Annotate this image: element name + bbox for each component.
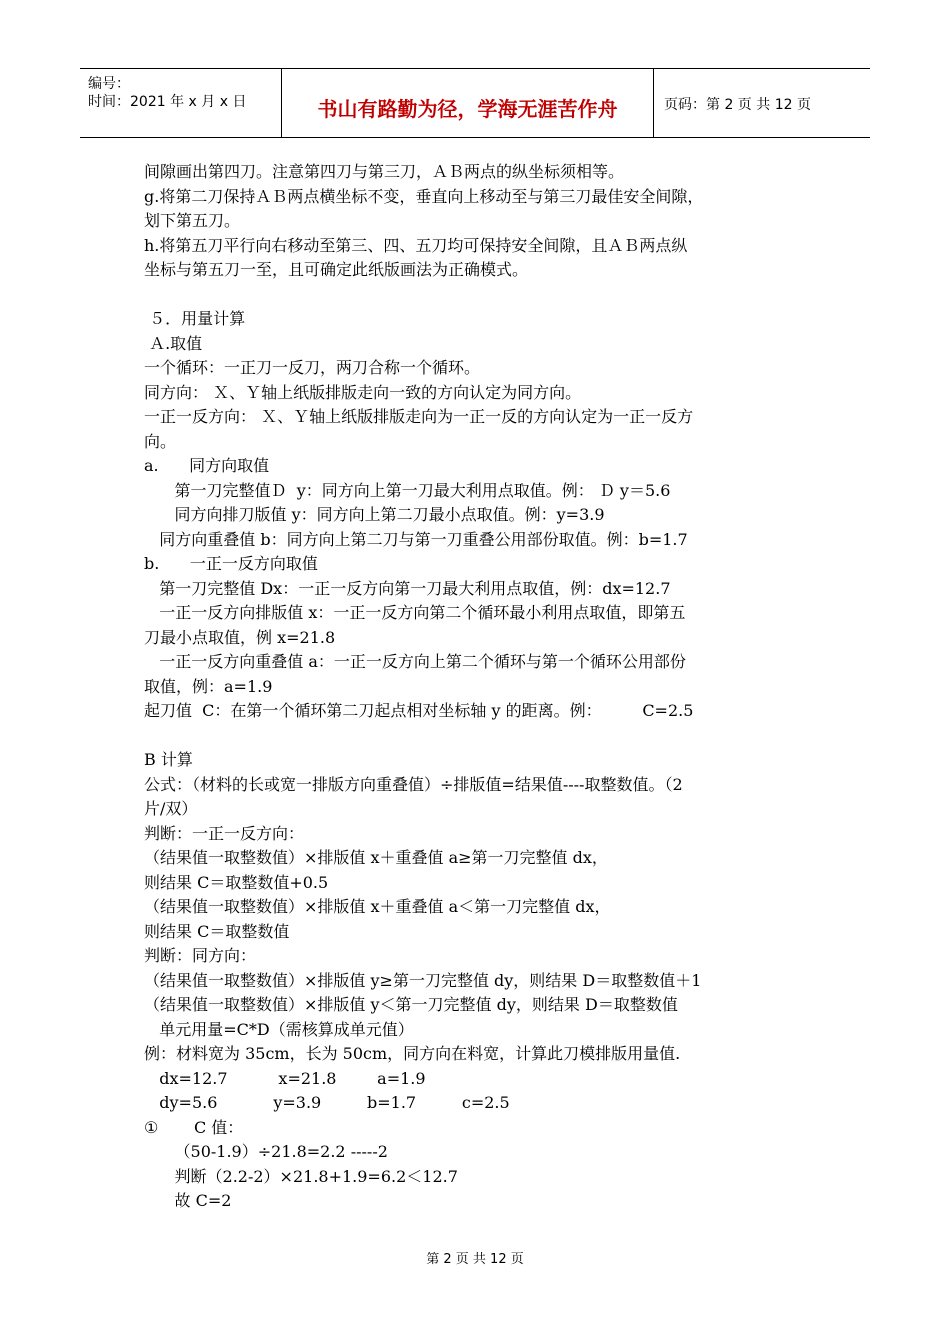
text-line: （结果值一取整数值）×排版值 y＜第一刀完整值 dy，则结果 D＝取整数值: [144, 995, 678, 1014]
document-body: [144, 160, 814, 1214]
text-line: （结果值一取整数值）×排版值 y≥第一刀完整值 dy，则结果 D＝取整数值＋1: [144, 970, 702, 990]
text-line: 同方向排刀版值 y：同方向上第二刀最小点取值。例：y=3.9: [144, 505, 605, 524]
header-table: [80, 68, 870, 138]
text-line: 判断：同方向：: [144, 946, 257, 965]
document-number-label: 编号：: [88, 76, 130, 92]
text-line: 起刀值 C：在第一个循环第二刀起点相对坐标轴 y 的距离。例： C=2.5: [144, 701, 694, 720]
text-line: 第一刀完整值 Dx：一正一反方向第一刀最大利用点取值，例：dx=12.7: [144, 578, 671, 598]
text-line: g.将第二刀保持ＡＢ两点横坐标不变，垂直向上移动至与第三刀最佳安全间隙，: [144, 186, 704, 206]
text-line: 则结果 C＝取整数值+0.5: [144, 872, 329, 892]
text-line: B 计算: [144, 750, 193, 769]
text-line: 判断（2.2-2）×21.8+1.9=6.2＜12.7: [144, 1166, 458, 1186]
text-line: Ａ.取值: [144, 333, 203, 353]
header-meta-cell: [80, 69, 282, 137]
text-line: （50-1.9）÷21.8=2.2 -----2: [144, 1142, 388, 1161]
document-time-label: 时间：2021 年 x 月 x 日: [88, 94, 247, 110]
text-line: 一正一反方向： Ｘ、Ｙ轴上纸版排版走向为一正一反的方向认定为一正一反方: [144, 407, 694, 426]
header-motto-cell: [282, 69, 654, 137]
text-line: ① C 值：: [144, 1117, 244, 1137]
blank-line: [144, 724, 814, 749]
text-line: ５．用量计算: [144, 309, 246, 328]
text-line: 取值，例：a=1.9: [144, 676, 273, 696]
text-line: 向。: [144, 431, 177, 451]
text-line: 一正一反方向排版值 x：一正一反方向第二个循环最小利用点取值，即第五: [144, 603, 686, 622]
blank-line: [144, 283, 814, 308]
text-line: 判断：一正一反方向：: [144, 823, 305, 843]
text-line: 公式：（材料的长或宽一排版方向重叠值）÷排版值=结果值----取整数值。（2: [144, 774, 683, 794]
text-line: 例：材料宽为 35cm，长为 50cm，同方向在料宽，计算此刀模排版用量值.: [144, 1044, 681, 1063]
text-line: b. 一正一反方向取值: [144, 554, 318, 573]
header-page-info: 页码：第 2 页 共 12 页: [664, 97, 811, 113]
text-line: （结果值一取整数值）×排版值 x＋重叠值 a≥第一刀完整值 dx，: [144, 848, 608, 867]
header-motto: 书山有路勤为径，学海无涯苦作舟: [317, 97, 618, 121]
header-page-cell: [654, 69, 870, 137]
text-line: 同方向重叠值 b：同方向上第二刀与第一刀重叠公用部份取值。例：b=1.7: [144, 529, 688, 549]
text-line: 一个循环：一正刀一反刀，两刀合称一个循环。: [144, 358, 481, 377]
text-line: 划下第五刀。: [144, 211, 241, 230]
text-line: 单元用量=C*D（需核算成单元值）: [144, 1019, 414, 1039]
text-line: 则结果 C＝取整数值: [144, 921, 290, 941]
text-line: 故 C=2: [144, 1191, 232, 1210]
text-line: 坐标与第五刀一至，且可确定此纸版画法为正确模式。: [144, 260, 529, 279]
text-line: 第一刀完整值Ｄ y：同方向上第一刀最大利用点取值。例： Ｄ y＝5.6: [144, 480, 671, 500]
text-line: 刀最小点取值，例 x=21.8: [144, 627, 336, 647]
text-line: （结果值一取整数值）×排版值 x＋重叠值 a＜第一刀完整值 dx，: [144, 897, 611, 916]
text-line: 片/双）: [144, 799, 198, 818]
text-line: 同方向： Ｘ、Ｙ轴上纸版排版走向一致的方向认定为同方向。: [144, 382, 582, 402]
page-footer: 第 2 页 共 12 页: [426, 1252, 524, 1267]
text-line: h.将第五刀平行向右移动至第三、四、五刀均可保持安全间隙，且ＡＢ两点纵: [144, 235, 688, 255]
text-line: dy=5.6 y=3.9 b=1.7 c=2.5: [144, 1093, 510, 1112]
text-line: a. 同方向取值: [144, 456, 270, 475]
text-line: 一正一反方向重叠值 a：一正一反方向上第二个循环与第一个循环公用部份: [144, 652, 686, 671]
text-line: dx=12.7 x=21.8 a=1.9: [144, 1068, 426, 1088]
text-line: 间隙画出第四刀。注意第四刀与第三刀，ＡＢ两点的纵坐标须相等。: [144, 162, 625, 181]
